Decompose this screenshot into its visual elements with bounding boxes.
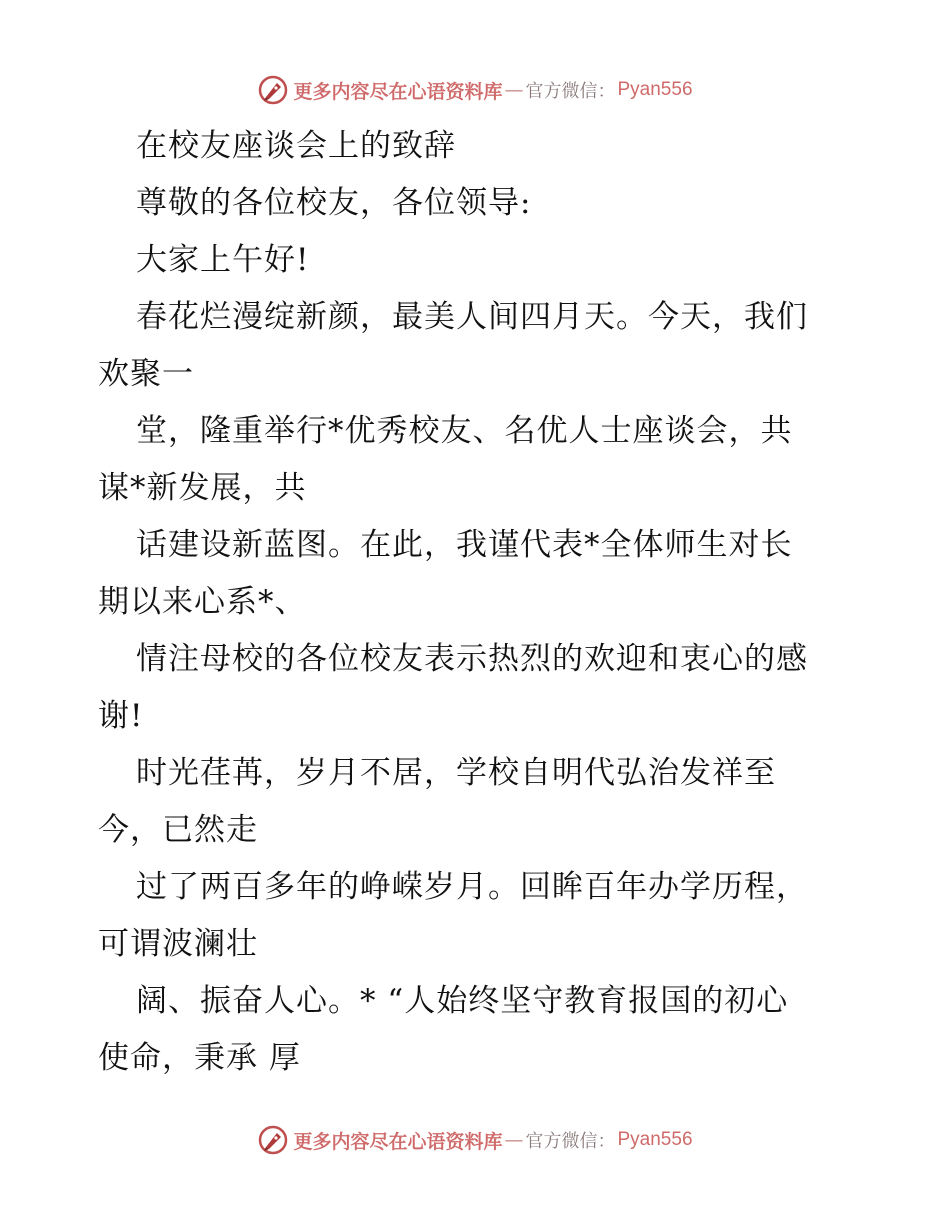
paragraph-line: 话建设新蓝图。在此，我谨代表*全体师生对长	[136, 527, 793, 563]
banner-wechat-label: 官方微信：	[525, 1131, 616, 1152]
banner-slogan: 更多内容尽在心语资料库	[293, 1130, 503, 1153]
paragraph-line: 使命，秉承 厚	[98, 1040, 301, 1076]
banner-separator: —	[504, 79, 524, 101]
paragraph-line: 谋*新发展，共	[98, 470, 307, 506]
document-title: 在校友座谈会上的致辞	[136, 128, 456, 164]
greeting: 大家上午好!	[136, 242, 310, 278]
paragraph-line: 可谓波澜壮	[98, 926, 258, 962]
pen-nib-circle-icon	[257, 74, 289, 106]
banner-wechat-id: Pyan556	[617, 79, 693, 100]
paragraph-line: 时光荏苒，岁月不居，学校自明代弘治发祥至	[136, 755, 776, 791]
paragraph-line: 过了两百多年的峥嵘岁月。回眸百年办学历程，	[136, 869, 808, 905]
paragraph-line: 春花烂漫绽新颜，最美人间四月天。今天，我们	[136, 299, 808, 335]
banner-slogan: 更多内容尽在心语资料库	[293, 80, 503, 103]
paragraph-line: 期以来心系*、	[98, 584, 307, 620]
header-watermark-banner	[0, 70, 950, 110]
pen-nib-circle-icon	[257, 1124, 289, 1156]
paragraph-line: 谢!	[98, 698, 144, 734]
salutation: 尊敬的各位校友，各位领导:	[136, 185, 532, 221]
banner-separator: —	[504, 1129, 524, 1151]
paragraph-line: 情注母校的各位校友表示热烈的欢迎和衷心的感	[136, 641, 808, 677]
footer-watermark-banner	[0, 1120, 950, 1160]
banner-wechat-id: Pyan556	[617, 1129, 693, 1150]
banner-wechat-label: 官方微信：	[525, 81, 616, 102]
paragraph-line: 阔、振奋人心。* “人始终坚守教育报国的初心	[136, 983, 789, 1019]
paragraph-line: 欢聚一	[98, 356, 194, 392]
paragraph-line: 今，已然走	[98, 812, 258, 848]
paragraph-line: 堂，隆重举行*优秀校友、名优人士座谈会，共	[136, 413, 793, 449]
document-body	[98, 118, 858, 1087]
